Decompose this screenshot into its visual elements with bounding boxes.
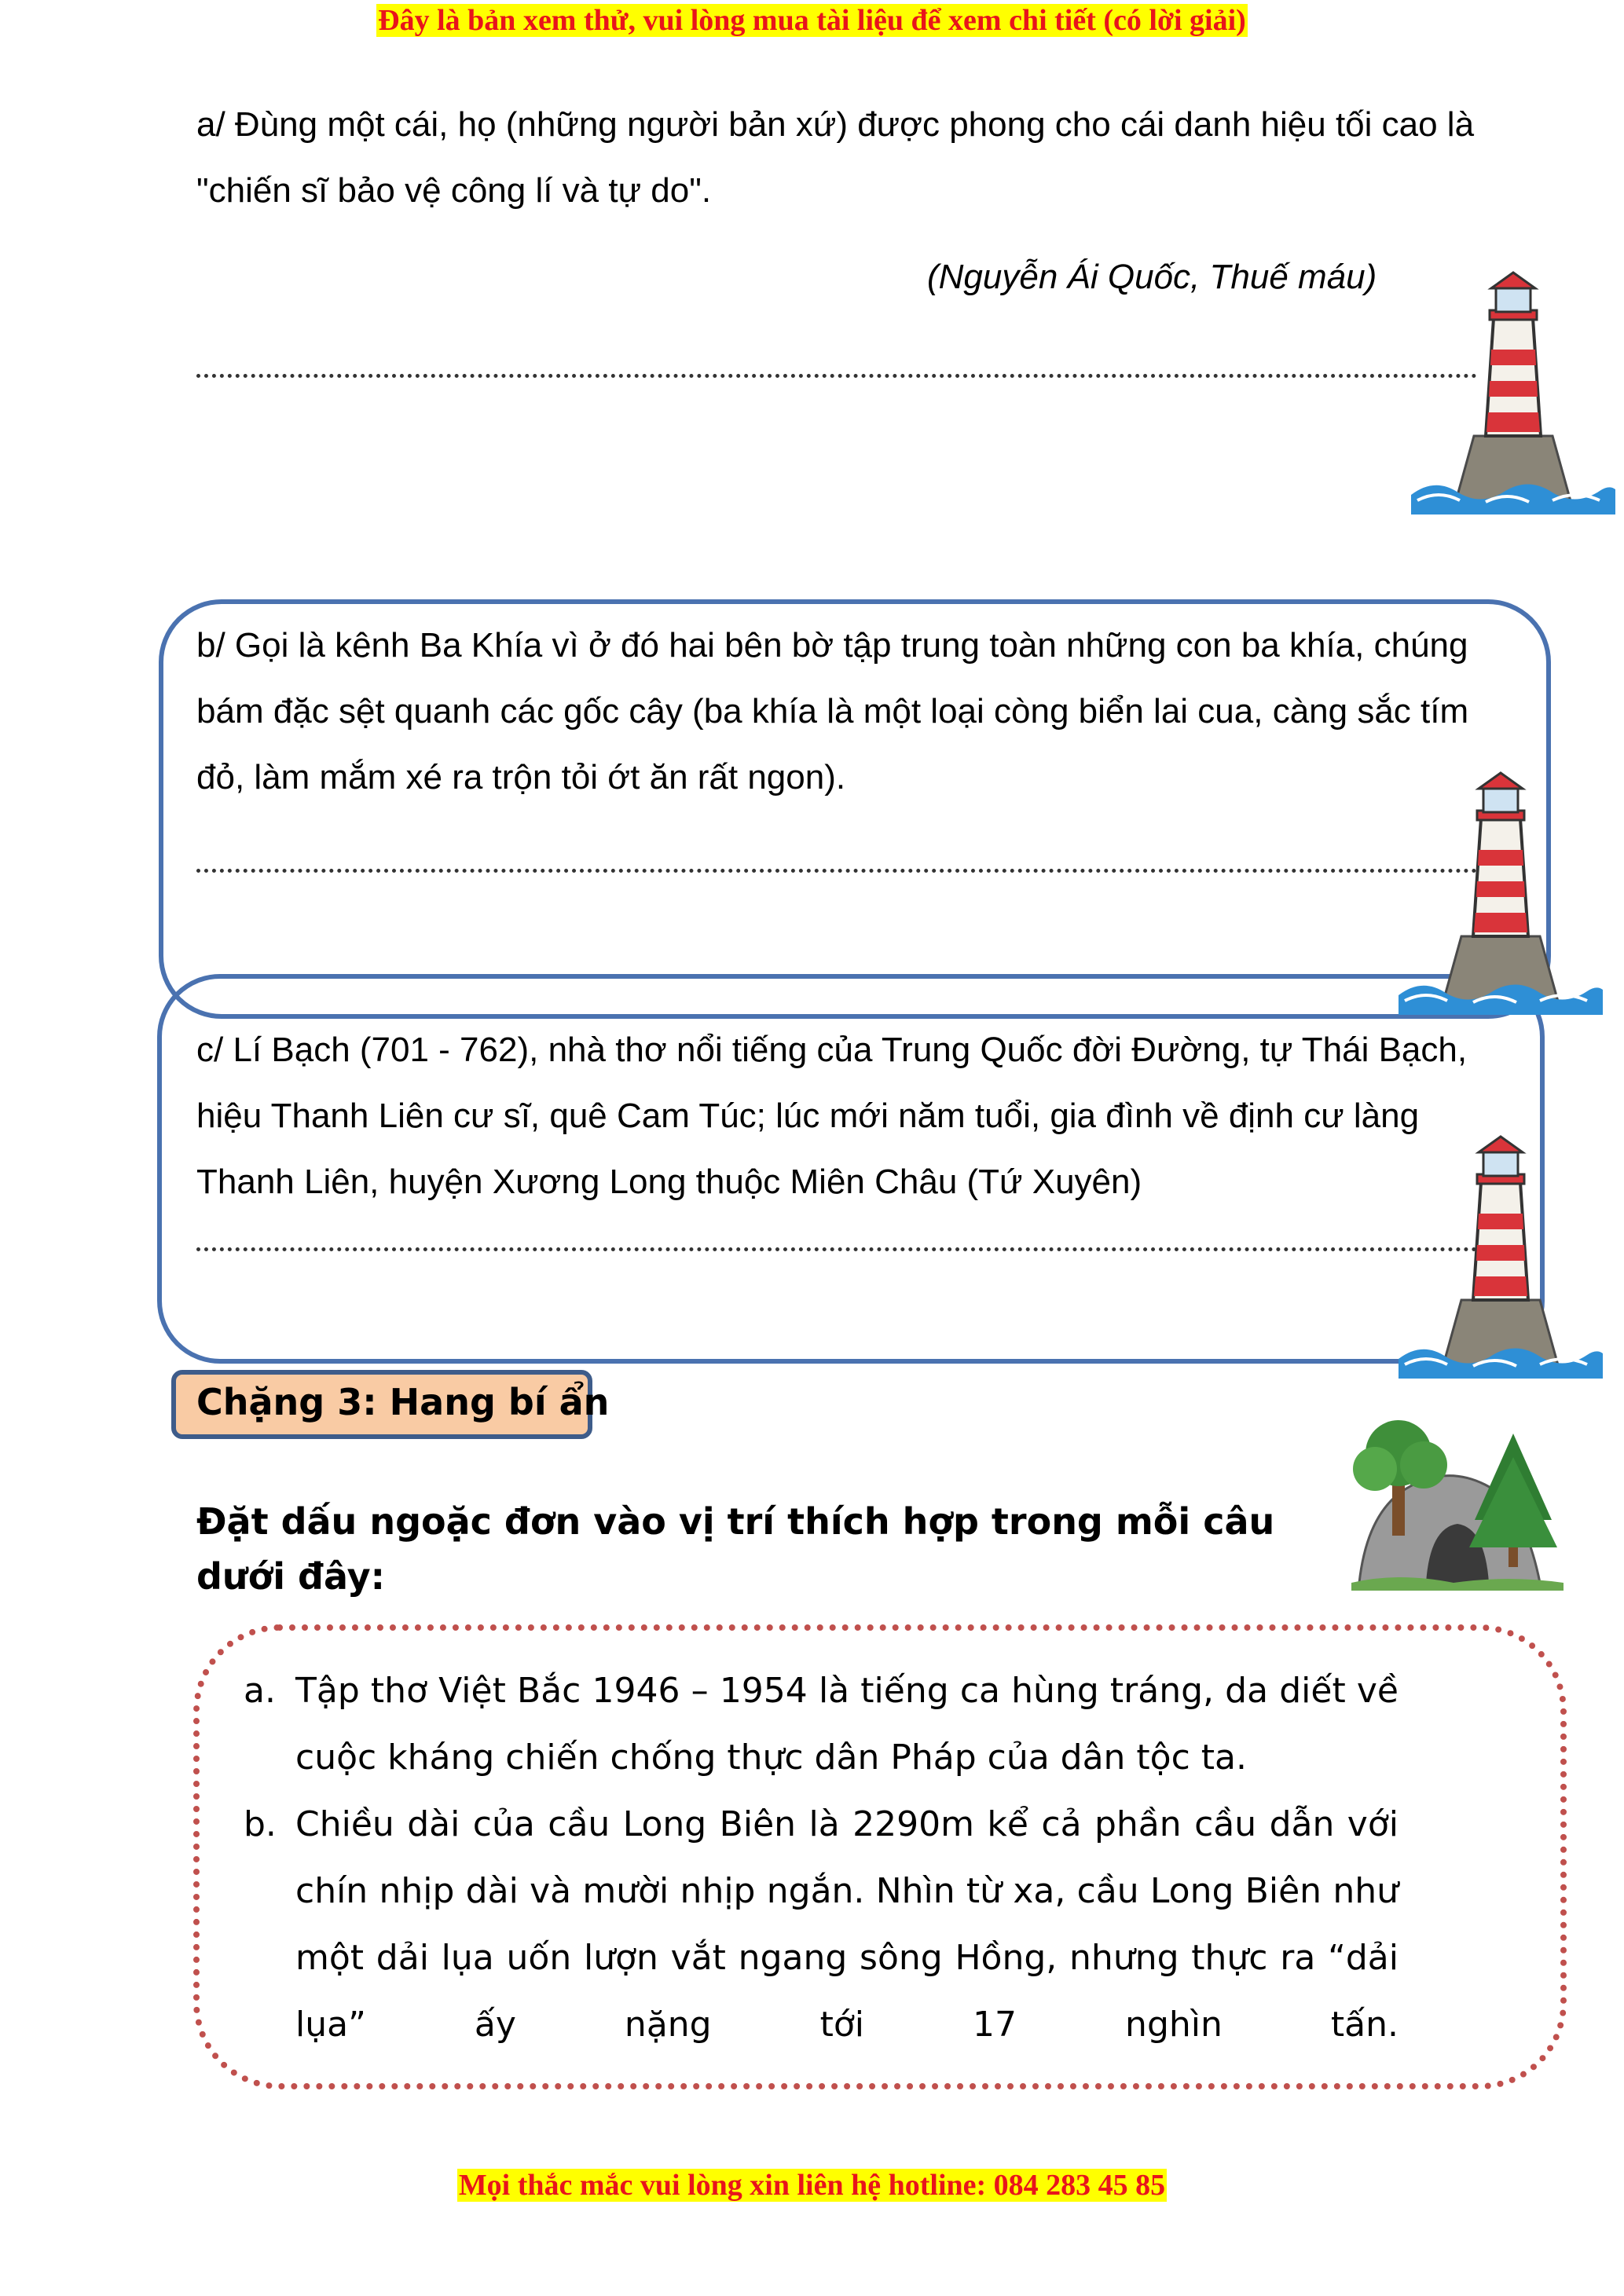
- section-title: Chặng 3: Hang bí ẩn: [196, 1381, 610, 1423]
- sentence-list: [244, 1657, 1399, 2058]
- exercise-a-text: a/ Đùng một cái, họ (những người bản xứ) được phong cho cái danh hiệu tối cao là "chiến sĩ bảo vệ công lí và tự do".: [196, 105, 1475, 210]
- lighthouse-icon: [1411, 271, 1615, 514]
- exercise-a-citation: (Nguyễn Ái Quốc, Thuế máu): [927, 258, 1377, 296]
- sentence-b: Chiều dài của cầu Long Biên là 2290m kể cả phần cầu dẫn với chín nhịp dài và mười nhịp ngắn. Nhìn từ xa, cầu Long Biên như một dải lụa uốn lượn vắt ngang sông Hồng, nhưng thực ra “dải lụa” ấy nặng tới 17 nghìn tấn.: [295, 1804, 1399, 2045]
- sentence-a: Tập thơ Việt Bắc 1946 – 1954 là tiếng ca hùng tráng, da diết về cuộc kháng chiến chống thực dân Pháp của dân tộc ta.: [295, 1671, 1399, 1778]
- exercise-b-text: b/ Gọi là kênh Ba Khía vì ở đó hai bên bờ tập trung toàn những con ba khía, chúng bám đặc sệt quanh các gốc cây (ba khía là một loại còng biển lai cua, càng sắc tím đỏ, làm mắm xé ra trộn tỏi ớt ăn rất ngon).: [196, 626, 1469, 796]
- list-marker: a.: [244, 1671, 276, 1711]
- exercise-c-text: c/ Lí Bạch (701 - 762), nhà thơ nổi tiếng của Trung Quốc đời Đường, tự Thái Bạch, hiệu Thanh Liên cư sĩ, quê Cam Túc; lúc mới năm tuổi, gia đình về định cư làng Thanh Liên, huyện Xương Long thuộc Miên Châu (Tứ Xuyên): [196, 1031, 1468, 1201]
- answer-line-a[interactable]: [196, 374, 1477, 378]
- list-item: [244, 1791, 1399, 2058]
- hotline-banner: Mọi thắc mắc vui lòng xin liên hệ hotline: 084 283 45 85: [458, 2169, 1166, 2202]
- lighthouse-icon: [1399, 771, 1603, 1015]
- preview-banner: Đây là bản xem thử, vui lòng mua tài liệu để xem chi tiết (có lời giải): [378, 4, 1246, 37]
- cave-icon: [1351, 1418, 1564, 1591]
- list-item: [244, 1657, 1399, 1791]
- answer-line-b[interactable]: [196, 869, 1477, 873]
- lighthouse-icon: [1399, 1135, 1603, 1379]
- list-marker: b.: [244, 1804, 277, 1844]
- answer-line-c[interactable]: [196, 1247, 1477, 1251]
- section-instruction: Đặt dấu ngoặc đơn vào vị trí thích hợp trong mỗi câu dưới đây:: [196, 1500, 1275, 1598]
